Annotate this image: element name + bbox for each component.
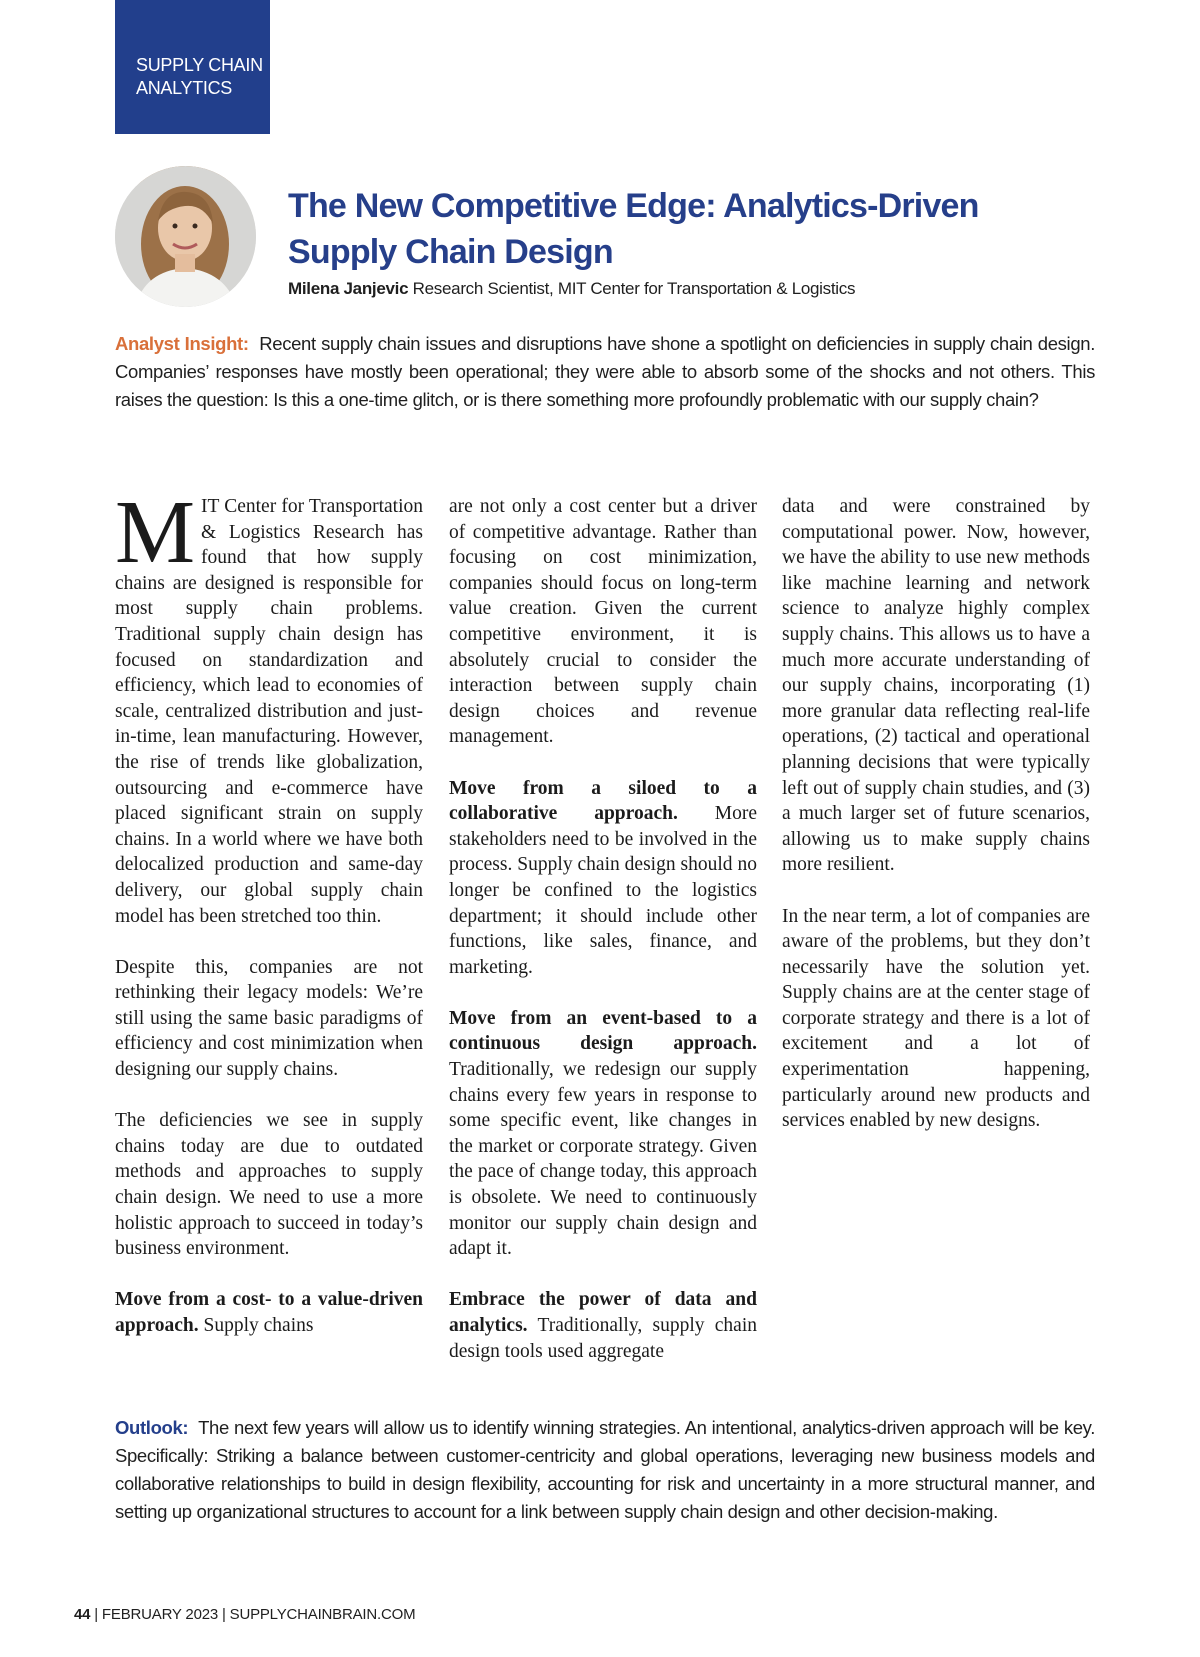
- page-footer: [74, 1606, 415, 1623]
- paragraph-text: Traditionally, we redesign our supply chains every few years in response to some specific event, like changes in the market or corporate strategy. Given the pace of change today, this approach is obsolete. We need to continuously monitor our supply chain design and adapt it.: [449, 1059, 757, 1260]
- issue-info: | FEBRUARY 2023 | SUPPLYCHAINBRAIN.COM: [94, 1606, 416, 1623]
- author-role: Research Scientist, MIT Center for Transportation & Logistics: [412, 279, 856, 298]
- author-portrait-image: [115, 166, 256, 307]
- outlook: [115, 1414, 1095, 1526]
- article-title: The New Competitive Edge: Analytics-Driven Supply Chain Design: [288, 187, 979, 271]
- subheading: Embrace the power of data and analytics.: [449, 1289, 757, 1336]
- paragraph: data and were constrained by computational power. Now, however, we have the ability to use new methods like machine learning and network science to analyze highly complex supply chains. This allows us to have a much more accurate understanding of our supply chains, incorporating (1) more granular data reflecting real-life operations, (2) tactical and operational planning decisions that were typically left out of supply chain studies, and (3) a much larger set of future scenarios, allowing us to make supply chains more resilient.: [782, 496, 1090, 876]
- paragraph: are not only a cost center but a driver of competitive advantage. Rather than focusing on cost minimization, companies should focus on long-term value creation. Given the current competitive environment, it is absolutely crucial to consider the interaction between supply chain design choices and revenue management.: [449, 496, 757, 748]
- drop-cap: M: [115, 483, 196, 582]
- section-tag-line1: SUPPLY CHAIN: [136, 55, 263, 75]
- paragraph-text: Supply chains: [203, 1315, 314, 1336]
- insight-label: Analyst Insight:: [115, 333, 249, 354]
- section-tag: [115, 0, 270, 134]
- paragraph: [449, 1006, 757, 1262]
- paragraph: The deficiencies we see in supply chains today are due to outdated methods and approaches to supply chain design. We need to use a more holistic approach to succeed in today’s business environment.: [115, 1110, 423, 1260]
- author-name: Milena Janjevic: [288, 279, 409, 298]
- analyst-insight: [115, 330, 1095, 414]
- article-column-1: [115, 483, 423, 1364]
- paragraph: [115, 483, 423, 929]
- paragraph: [449, 776, 757, 981]
- paragraph-text: IT Center for Transportation & Logistics Research has found that how supply chains are designed is responsible for most supply chain problems. Traditional supply chain design has focused on standardization and efficiency, which lead to economies of scale, centralized distribution and just-in-time, lean manufacturing. However, the rise of trends like globalization, outsourcing and e-commerce have placed significant strain on supply chains. In a world where we have both delocalized production and same-day delivery, our global supply chain model has been stretched too thin.: [115, 496, 423, 927]
- subheading: Move from an event-based to a continuous design approach.: [449, 1007, 757, 1055]
- subheading: Move from a cost- to a value-driven approach.: [115, 1289, 423, 1336]
- paragraph: [115, 1287, 423, 1338]
- outlook-text: The next few years will allow us to identify winning strategies. An intentional, analytics-driven approach will be key. Specifically: Striking a balance between customer-centricity and global operations, leveraging new business models and collaborative relationships to build in design flexibility, accounting for risk and uncertainty in a more structural manner, and setting up organizational structures to account for a link between supply chain design and other decision-making.: [115, 1417, 1095, 1522]
- byline: [288, 278, 1088, 300]
- insight-text: Recent supply chain issues and disruptions have shone a spotlight on deficiencies in supply chain design. Companies’ responses have mostly been operational; they were able to absorb some of the shocks and not others. This raises the question: Is this a one-time glitch, or is there something more profoundly problematic with our supply chain?: [115, 333, 1095, 410]
- paragraph-text: More stakeholders need to be involved in the process. Supply chain design should no longer be confined to the logistics department; it should include other functions, like sales, finance, and marketing.: [449, 803, 757, 978]
- article-column-3: [782, 494, 1090, 1159]
- paragraph: In the near term, a lot of companies are aware of the problems, but they don’t necessarily have the solution yet. Supply chains are at the center stage of corporate strategy and there is a lot of excitement and a lot of experimentation happening, particularly around new products and services enabled by new designs.: [782, 905, 1090, 1132]
- subheading: Move from a siloed to a collaborative approach.: [449, 777, 757, 825]
- section-tag-line2: ANALYTICS: [136, 78, 232, 98]
- page-number: 44: [74, 1606, 91, 1623]
- paragraph: Despite this, companies are not rethinking their legacy models: We’re still using the same basic paradigms of efficiency and cost minimization when designing our supply chains.: [115, 956, 423, 1081]
- outlook-label: Outlook:: [115, 1417, 189, 1438]
- author-photo: [115, 166, 256, 307]
- paragraph-text: Traditionally, supply chain design tools used aggregate: [449, 1315, 757, 1362]
- article-column-2: [449, 494, 757, 1390]
- paragraph: [449, 1287, 757, 1364]
